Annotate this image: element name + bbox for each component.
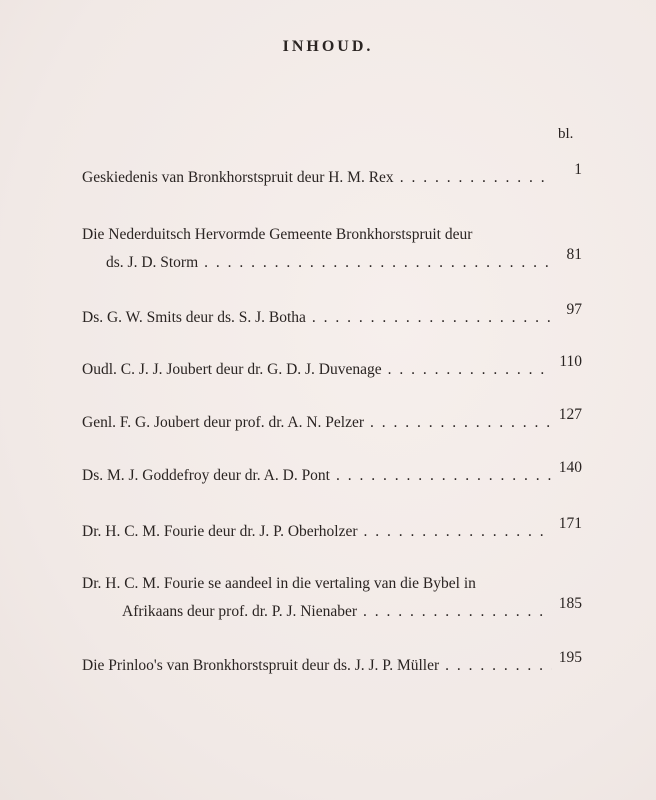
toc-entry	[82, 649, 582, 676]
toc-entry-page: 97	[566, 301, 582, 318]
toc-entry-text: Ds. G. W. Smits deur ds. S. J. Botha	[82, 309, 306, 326]
toc-entry-page: 140	[558, 459, 582, 476]
toc-entry-text-line1: Dr. H. C. M. Fourie se aandeel in die vertaling van die Bybel in	[82, 575, 476, 592]
toc-entry-text: Genl. F. G. Joubert deur prof. dr. A. N. Pelzer	[82, 414, 365, 431]
page-title: INHOUD.	[282, 38, 374, 55]
toc-entry-page: 110	[559, 353, 582, 370]
toc-entry	[82, 459, 582, 486]
leader-dots	[394, 168, 552, 188]
toc-entry	[82, 574, 582, 622]
toc-entry	[82, 161, 582, 188]
toc-entry	[82, 301, 582, 328]
leader-dots	[357, 602, 552, 622]
toc-entry-text: Die Prinloo's van Bronkhorstspruit deur ds. J. J. P. Müller	[82, 657, 440, 674]
toc-entry-page: 1	[574, 161, 582, 178]
leader-dots	[358, 522, 552, 542]
toc-entry-page: 171	[558, 515, 582, 532]
toc-entry-text: Dr. H. C. M. Fourie deur dr. J. P. Oberholzer	[82, 523, 358, 540]
leader-dots	[439, 656, 552, 676]
toc-entry	[82, 353, 582, 380]
toc-entry	[82, 406, 582, 433]
toc-entry-page: 185	[558, 595, 582, 612]
toc-entry	[82, 225, 582, 273]
toc-entry-text: Geskiedenis van Bronkhorstspruit deur H. M. Rex	[82, 169, 394, 186]
toc-entry	[82, 515, 582, 542]
toc-entry-text: Ds. M. J. Goddefroy deur dr. A. D. Pont	[82, 467, 330, 484]
toc-entry-text-line1: Die Nederduitsch Hervormde Gemeente Bronkhorstspruit deur	[82, 226, 473, 243]
page-column-label: bl.	[558, 126, 574, 142]
toc-entry-text: Afrikaans deur prof. dr. P. J. Nienaber	[122, 603, 358, 620]
toc-entry-page: 127	[558, 406, 582, 423]
toc-entry-text: ds. J. D. Storm	[106, 254, 199, 271]
toc-entry-page: 195	[558, 649, 582, 666]
leader-dots	[382, 360, 552, 380]
leader-dots	[330, 466, 552, 486]
leader-dots	[364, 413, 552, 433]
leader-dots	[306, 308, 552, 328]
leader-dots	[198, 253, 552, 273]
toc-entry-page: 81	[566, 246, 582, 263]
toc-entry-text: Oudl. C. J. J. Joubert deur dr. G. D. J. Duvenage	[82, 361, 382, 378]
